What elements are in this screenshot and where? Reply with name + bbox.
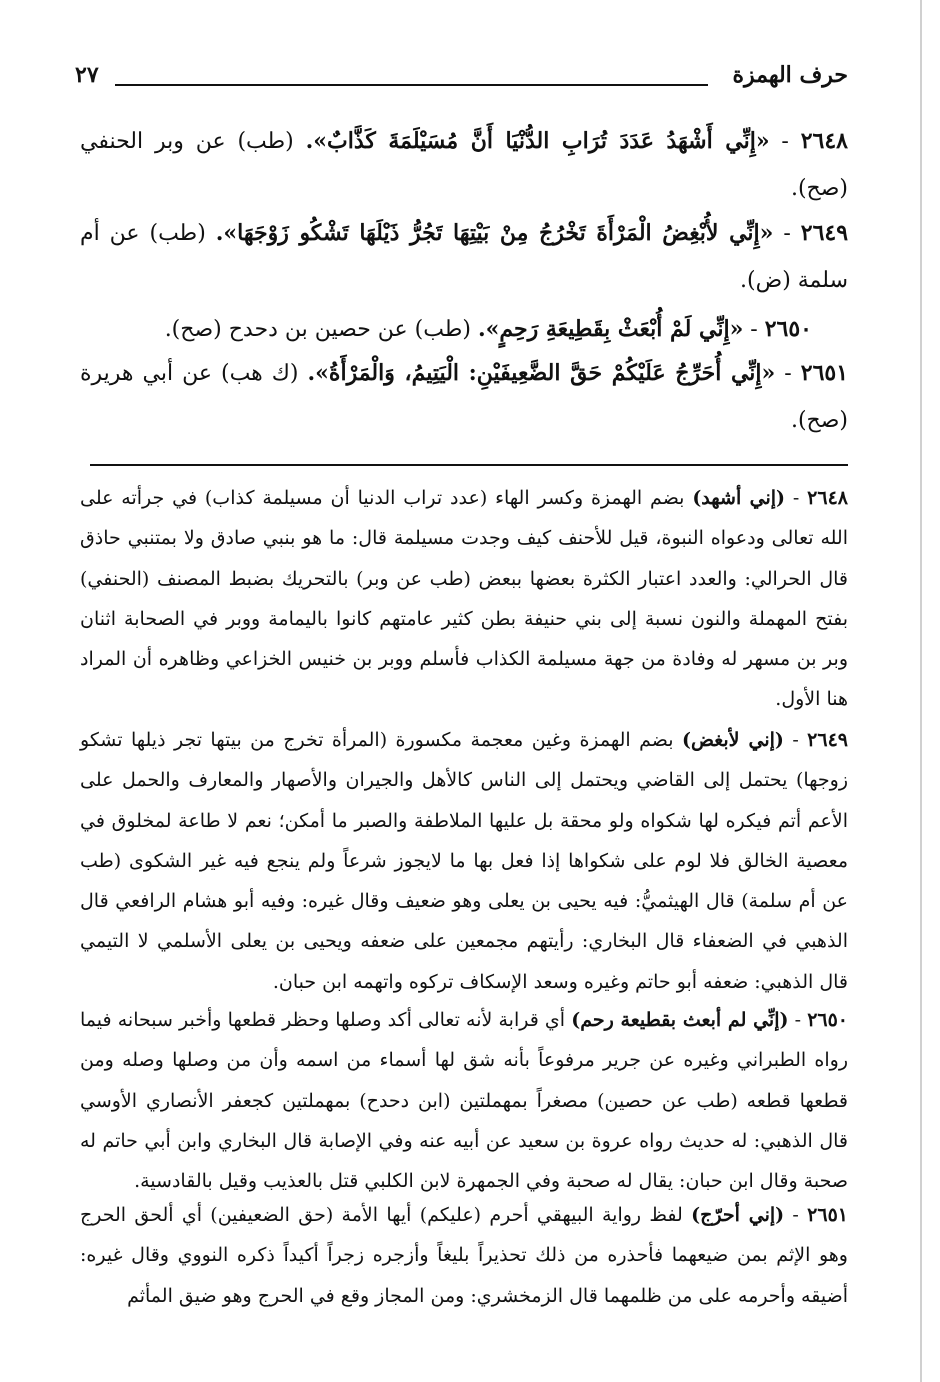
commentary-text: لفظ رواية البيهقي أحرم (عليكم) أيها الأمة (حق الضعيفين) أي ألحق الحرج وهو الإثم بمن ضيعهما فأحذره من ذلك تحذيراً بليغاً وأزجره زجراً أكيداً ذكره النووي وقال غيره: أضيقه وأحرمه على من ظلمهما قال الزمخشري: ومن المجاز وقع في الحرج وهو ضيق المأثم	[80, 1204, 848, 1307]
hadith-entry: ٢٦٥١ - «إِنِّي أُحَرِّجُ عَلَيْكُمْ حَقَّ الضَّعِيفَيْنِ: الْيَتِيمُ، وَالْمَرْأَةُ». (ك هب) عن أبي هريرة (صح).	[80, 360, 849, 433]
commentary-number: ٢٦٤٩	[807, 729, 848, 751]
commentary-number: ٢٦٥١	[807, 1204, 848, 1226]
hadith-source: (ك هب) عن أبي هريرة (صح).	[80, 361, 848, 433]
hadith-number: ٢٦٥٠	[764, 316, 812, 342]
commentary-entry: ٢٦٤٨ - (إني أشهد) بضم الهمزة وكسر الهاء (عدد تراب الدنيا أن مسيلمة كذاب) في جرأته على الله تعالى ودعواه النبوة، قيل للأحنف كيف وجدت مسيلمة قال: ما هو بنبي صادق ولا بمتنبي حاذق قال الحرالي: والعدد اعتبار الكثرة بعضها ببعض (طب عن وبر) بالتحريك بضبط المصنف (الحنفي) بفتح المهملة والنون نسبة إلى بني حنيفة بطن كثير عامتهم كانوا باليمامة ووبر في الصحابة اثنان وبر بن مسهر له وفادة من جهة مسيلمة الكذاب فأسلم ووبر بن خنيس الخزاعي وظاهره أن المراد هنا الأول.	[80, 487, 848, 711]
commentary-lead: (إني لأبغض)	[681, 729, 784, 751]
commentary-text: بضم الهمزة وغين معجمة مكسورة (المرأة تخرج من بيتها تجر ذيلها تشكو زوجها) يحتمل إلى القاضي ويحتمل إلى الناس كالأهل والجيران والأصهار والمعارف والحمل على الأعم أتم فيكره لها شكواه ولو محقة بل عليها الملاطفة والصبر ما أمكن؛ نعم لا طاعة لمخلوق في معصية الخالق فلا لوم على شكواها إذا فعل بها ما لايجوز شرعاً ولم ينجع فيه غير الشكوى (طب عن أم سلمة) قال الهيثميُّ: فيه يحيى بن يعلى وهو ضعيف وقال غيره: وفيه أبو هشام الرافعي قال الذهبي في الضعفاء قال البخاري: رأيتهم مجمعين على ضعفه ويحيى بن يعلى الأسلمي لا التيمي قال الذهبي: ضعفه أبو حاتم وغيره وسعد الإسكاف تركوه واتهمه ابن حبان.	[80, 729, 848, 993]
hadith-source: (طب) عن حصين بن دحدح (صح).	[164, 317, 471, 342]
hadith-text: «إِنِّي لأُبْغِضُ الْمَرْأَةَ تَخْرُجُ مِنْ بَيْتِهَا تَجُرُّ ذَيْلَهَا تَشْكُو زَوْجَهَا».	[215, 220, 774, 246]
commentary-number: ٢٦٥٠	[807, 1009, 849, 1031]
hadith-entry: ٢٦٤٨ - «إِنِّي أَشْهَدُ عَدَدَ تُرَابِ الدُّنْيَا أَنَّ مُسَيْلَمَةَ كَذَّابٌ». (طب) عن وبر الحنفي (صح).	[80, 128, 848, 201]
hadith-entry: ٢٦٥٠ - «إِنِّي لَمْ أُبْعَثْ بِقَطِيعَةِ رَحِمٍ». (طب) عن حصين بن دحدح (صح).	[164, 316, 812, 342]
hadith-source: (طب) عن وبر الحنفي (صح).	[80, 129, 848, 201]
hadith-number: ٢٦٥١	[800, 360, 849, 386]
commentary-text: بضم الهمزة وكسر الهاء (عدد تراب الدنيا أن مسيلمة كذاب) في جرأته على الله تعالى ودعواه النبوة، قيل للأحنف كيف وجدت مسيلمة قال: ما هو بنبي صادق ولا بمتنبي حاذق قال الحرالي: والعدد اعتبار الكثرة بعضها ببعض (طب عن وبر) بالتحريك بضبط المصنف (الحنفي) بفتح المهملة والنون نسبة إلى بني حنيفة بطن كثير عامتهم كانوا باليمامة ووبر في الصحابة اثنان وبر بن مسهر له وفادة من جهة مسيلمة الكذاب فأسلم ووبر بن خنيس الخزاعي وظاهره أن المراد هنا الأول.	[80, 487, 848, 711]
hadith-entry: ٢٦٤٩ - «إِنِّي لأُبْغِضُ الْمَرْأَةَ تَخْرُجُ مِنْ بَيْتِهَا تَجُرُّ ذَيْلَهَا تَشْكُو زَوْجَهَا». (طب) عن أم سلمة (ض).	[80, 220, 849, 293]
commentary-number: ٢٦٤٨	[807, 487, 848, 509]
commentary-text: أي قرابة لأنه تعالى أكد وصلها وحظر قطعها وأخبر سبحانه فيما رواه الطبراني وغيره عن جرير مرفوعاً بأنه شق لها أسماء من اسمه وأن من وصلها وصله ومن قطعها قطعه (طب عن حصين) مصغراً بمهملتين (ابن دحدح) بمهملتين كجعفر الأنصاري الأوسي قال الذهبي: له حديث رواه عروة بن سعيد عن أبيه عنه وفي الإصابة قال البخاري وابن أبي حاتم له صحبة وقال ابن حبان: يقال له صحبة وفي الجمهرة لابن الكلبي قتل بالعذيب وقيل بالقادسية.	[80, 1009, 848, 1193]
commentary-lead: (إني أشهد)	[692, 487, 786, 509]
commentary-entry: ٢٦٥٠ - (إنِّي لم أبعث بقطيعة رحم) أي قرابة لأنه تعالى أكد وصلها وحظر قطعها وأخبر سبحانه فيما رواه الطبراني وغيره عن جرير مرفوعاً بأنه شق لها أسماء من اسمه وأن من وصلها وصله ومن قطعها قطعه (طب عن حصين) مصغراً بمهملتين (ابن دحدح) بمهملتين كجعفر الأنصاري الأوسي قال الذهبي: له حديث رواه عروة بن سعيد عن أبيه عنه وفي الإصابة قال البخاري وابن أبي حاتم له صحبة وقال ابن حبان: يقال له صحبة وفي الجمهرة لابن الكلبي قتل بالعذيب وقيل بالقادسية.	[80, 1009, 849, 1193]
commentary-entry: ٢٦٤٩ - (إني لأبغض) بضم الهمزة وغين معجمة مكسورة (المرأة تخرج من بيتها تجر ذيلها تشكو زوجها) يحتمل إلى القاضي ويحتمل إلى الناس كالأهل والجيران والأصهار والمعارف والحمل على الأعم أتم فيكره لها شكواه ولو محقة بل عليها الملاطفة والصبر ما أمكن؛ نعم لا طاعة لمخلوق في معصية الخالق فلا لوم على شكواها إذا فعل بها ما لايجوز شرعاً ولم ينجع فيه غير الشكوى (طب عن أم سلمة) قال الهيثميُّ: فيه يحيى بن يعلى وهو ضعيف وقال غيره: وفيه أبو هشام الرافعي قال الذهبي في الضعفاء قال البخاري: رأيتهم مجمعين على ضعفه ويحيى بن يعلى الأسلمي لا التيمي قال الذهبي: ضعفه أبو حاتم وغيره وسعد الإسكاف تركوه واتهمه ابن حبان.	[80, 729, 848, 993]
section-divider	[90, 464, 848, 466]
header-rule	[115, 84, 708, 86]
commentary-lead: (إني أحرّج)	[691, 1204, 785, 1226]
hadith-number: ٢٦٤٨	[800, 128, 848, 154]
hadith-text: «إِنِّي أَشْهَدُ عَدَدَ تُرَابِ الدُّنْيَا أَنَّ مُسَيْلَمَةَ كَذَّابٌ».	[305, 128, 770, 154]
chapter-title: حرف الهمزة	[724, 62, 848, 88]
commentary-lead: (إنِّي لم أبعث بقطيعة رحم)	[571, 1009, 789, 1031]
hadith-source: (طب) عن أم سلمة (ض).	[80, 221, 848, 293]
commentary-entry: ٢٦٥١ - (إني أحرّج) لفظ رواية البيهقي أحرم (عليكم) أيها الأمة (حق الضعيفين) أي ألحق الحرج وهو الإثم بمن ضيعهما فأحذره من ذلك تحذيراً بليغاً وأزجره زجراً أكيداً ذكره النووي وقال غيره: أضيقه وأحرمه على من ظلمهما قال الزمخشري: ومن المجاز وقع في الحرج وهو ضيق المأثم	[80, 1204, 848, 1307]
scan-edge	[920, 0, 922, 1382]
page-header	[75, 62, 848, 94]
hadith-text: «إِنِّي أُحَرِّجُ عَلَيْكُمْ حَقَّ الضَّعِيفَيْنِ: الْيَتِيمُ، وَالْمَرْأَةُ».	[307, 360, 776, 386]
page-number: ٢٧	[75, 62, 99, 88]
hadith-text: «إِنِّي لَمْ أُبْعَثْ بِقَطِيعَةِ رَحِمٍ».	[477, 316, 744, 342]
hadith-number: ٢٦٤٩	[800, 220, 849, 246]
